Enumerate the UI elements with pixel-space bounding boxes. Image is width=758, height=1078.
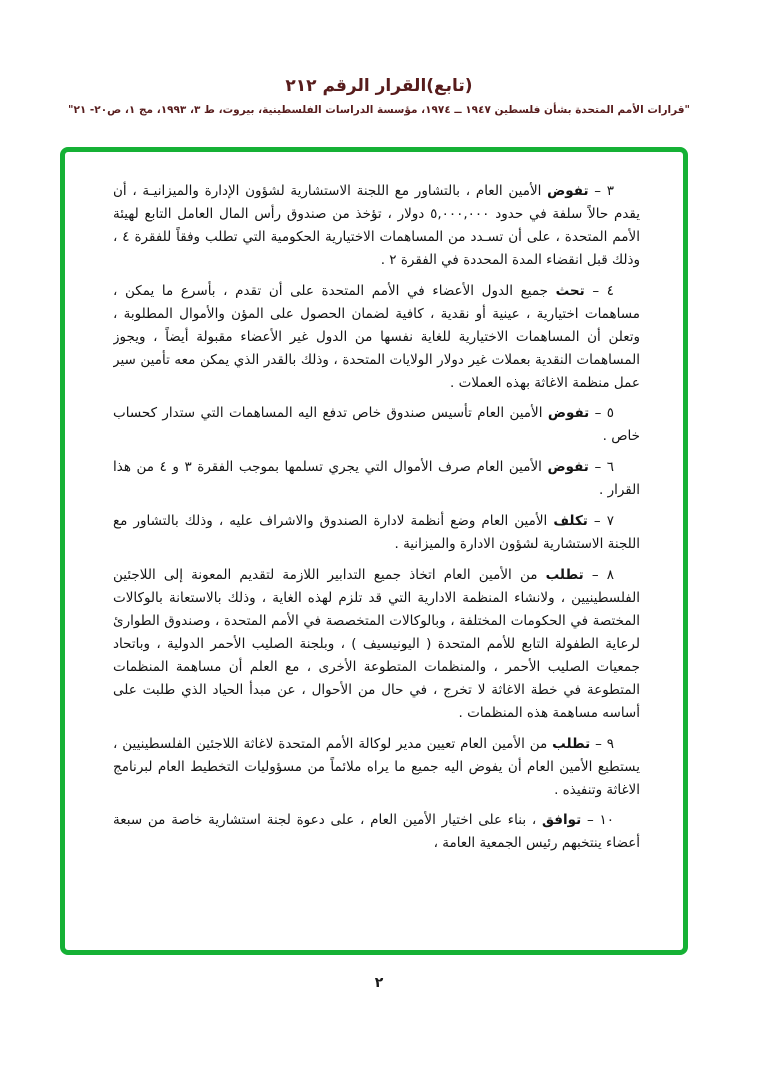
page-number: ٢	[374, 975, 384, 991]
paragraph-lead-word: تكلف	[553, 513, 588, 530]
resolution-title: (تابع)القرار الرقم ٢١٢	[285, 76, 473, 96]
paragraph-body: من الأمين العام اتخاذ جميع التدابير اللازمة لتقديم المعونة إلى اللاجئين الفلسطينيين ، ولانشاء المنظمة الادارية التي قد تلزم لهذه الغاية ، وذلك بالاستعانة بالوكالات المختصة في الحكومات المختلفة ، وبالوكالات المتخصصة في الأمم المتحدة ، وصندوق الطوارئ لرعاية الطفولة التابع للأمم المتحدة ( اليونيسيف ) ، وبلجنة الصليب الأحمر الدولية ، وباتحاد جمعيات الصليب الأحمر ، والمنظمات المتطوعة الأخرى ، مع العلم أن مساهمة المنظمات المتطوعة في خطة الاغاثة لا تخرج ، في حال من الأحوال ، عن مبدأ الحياد الذي طلبت على أساسه مساهمة هذه المنظمات .	[113, 567, 640, 721]
paragraph-3	[113, 180, 640, 272]
paragraph-number: ٤ –	[584, 282, 615, 299]
paragraph-lead-word: توافق	[542, 812, 582, 829]
paragraph-lead-word: تطلب	[552, 735, 591, 752]
paragraph-7	[113, 510, 640, 556]
paragraph-number: ٨ –	[583, 567, 615, 584]
paragraph-lead-word: تفوض	[547, 459, 589, 476]
paragraph-lead-word: تحث	[555, 282, 585, 299]
paragraph-6	[113, 456, 640, 502]
content-border-box	[60, 147, 688, 955]
paragraph-body: الأمين العام وضع أنظمة لادارة الصندوق والاشراف عليه ، وذلك بالتشاور مع اللجنة الاستشارية لشؤون الادارة والميزانية .	[113, 513, 640, 553]
paragraph-number: ١٠ –	[581, 812, 614, 829]
paragraph-number: ٦ –	[588, 459, 615, 476]
paragraph-5	[113, 402, 640, 448]
paragraph-lead-word: تفوض	[547, 405, 590, 422]
paragraph-body: جميع الدول الأعضاء في الأمم المتحدة على أن تقدم ، بأسرع ما يمكن ، مساهمات اختيارية ، عينية أو نقدية ، كافية لضمان الحصول على المؤن والأموال المطلوبة ، وتعلن أن المساهمات الاختيارية للغاية نفسها من الدول غير الأعضاء مقبولة أيضاً ، ويجوز المساهمات النقدية بعملات غير دولار الولايات المتحدة ، وذلك بالقدر الذي يمكن معه تأمين سير عمل منظمة الاغاثة بهذه العملات .	[113, 282, 640, 391]
paragraph-8	[113, 564, 640, 725]
resolution-text	[113, 180, 640, 940]
paragraph-9	[113, 733, 640, 802]
paragraph-body: الأمين العام صرف الأموال التي يجري تسلمها بموجب الفقرة ٣ و ٤ من هذا القرار .	[113, 459, 640, 499]
paragraph-body: من الأمين العام تعيين مدير لوكالة الأمم المتحدة لاغاثة اللاجئين الفلسطينيين ، يستطيع الأمين العام أن يفوض اليه جميع ما يراه ملائماً من مسؤوليات التخطيط العام لبرنامج الاغاثة وتنفيذه .	[113, 735, 640, 798]
paragraph-body: الأمين العام ، بالتشاور مع اللجنة الاستشارية لشؤون الإدارة والميزانيـة ، أن يقدم حالاً سلفة في حدود ٥,٠٠٠,٠٠٠ دولار ، تؤخذ من صندوق رأس المال العامل التابع لهيئة الأمم المتحدة ، على أن تسـدد من المساهمات الاختيارية الحكومية التي تطلب وفقاً للفقرة ٤ ، وذلك قبل انقضاء المدة المحددة في الفقرة ٢ .	[113, 183, 640, 268]
paragraph-lead-word: تفوض	[547, 183, 589, 199]
paragraph-body: الأمين العام تأسيس صندوق خاص تدفع اليه المساهمات التي ستدار كحساب خاص .	[113, 405, 640, 445]
source-citation: "قرارات الأمم المتحدة بشأن فلسطين ١٩٤٧ ــ ١٩٧٤، مؤسسة الدراسات الفلسطينية، بيروت، ط ٣، ١٩٩٣، مج ١، ص٢٠- ٢١"	[67, 104, 691, 116]
paragraph-number: ٥ –	[589, 405, 614, 422]
paragraph-number: ٣ –	[588, 183, 614, 199]
paragraph-lead-word: تطلب	[545, 567, 584, 584]
paragraph-4	[113, 280, 640, 395]
paragraph-number: ٧ –	[587, 513, 614, 530]
paragraph-10	[113, 809, 640, 855]
paragraph-number: ٩ –	[590, 735, 614, 752]
paragraph-body: ، بناء على اختيار الأمين العام ، على دعوة لجنة استشارية خاصة من سبعة أعضاء ينتخبهم رئيس الجمعية العامة ،	[113, 812, 640, 852]
